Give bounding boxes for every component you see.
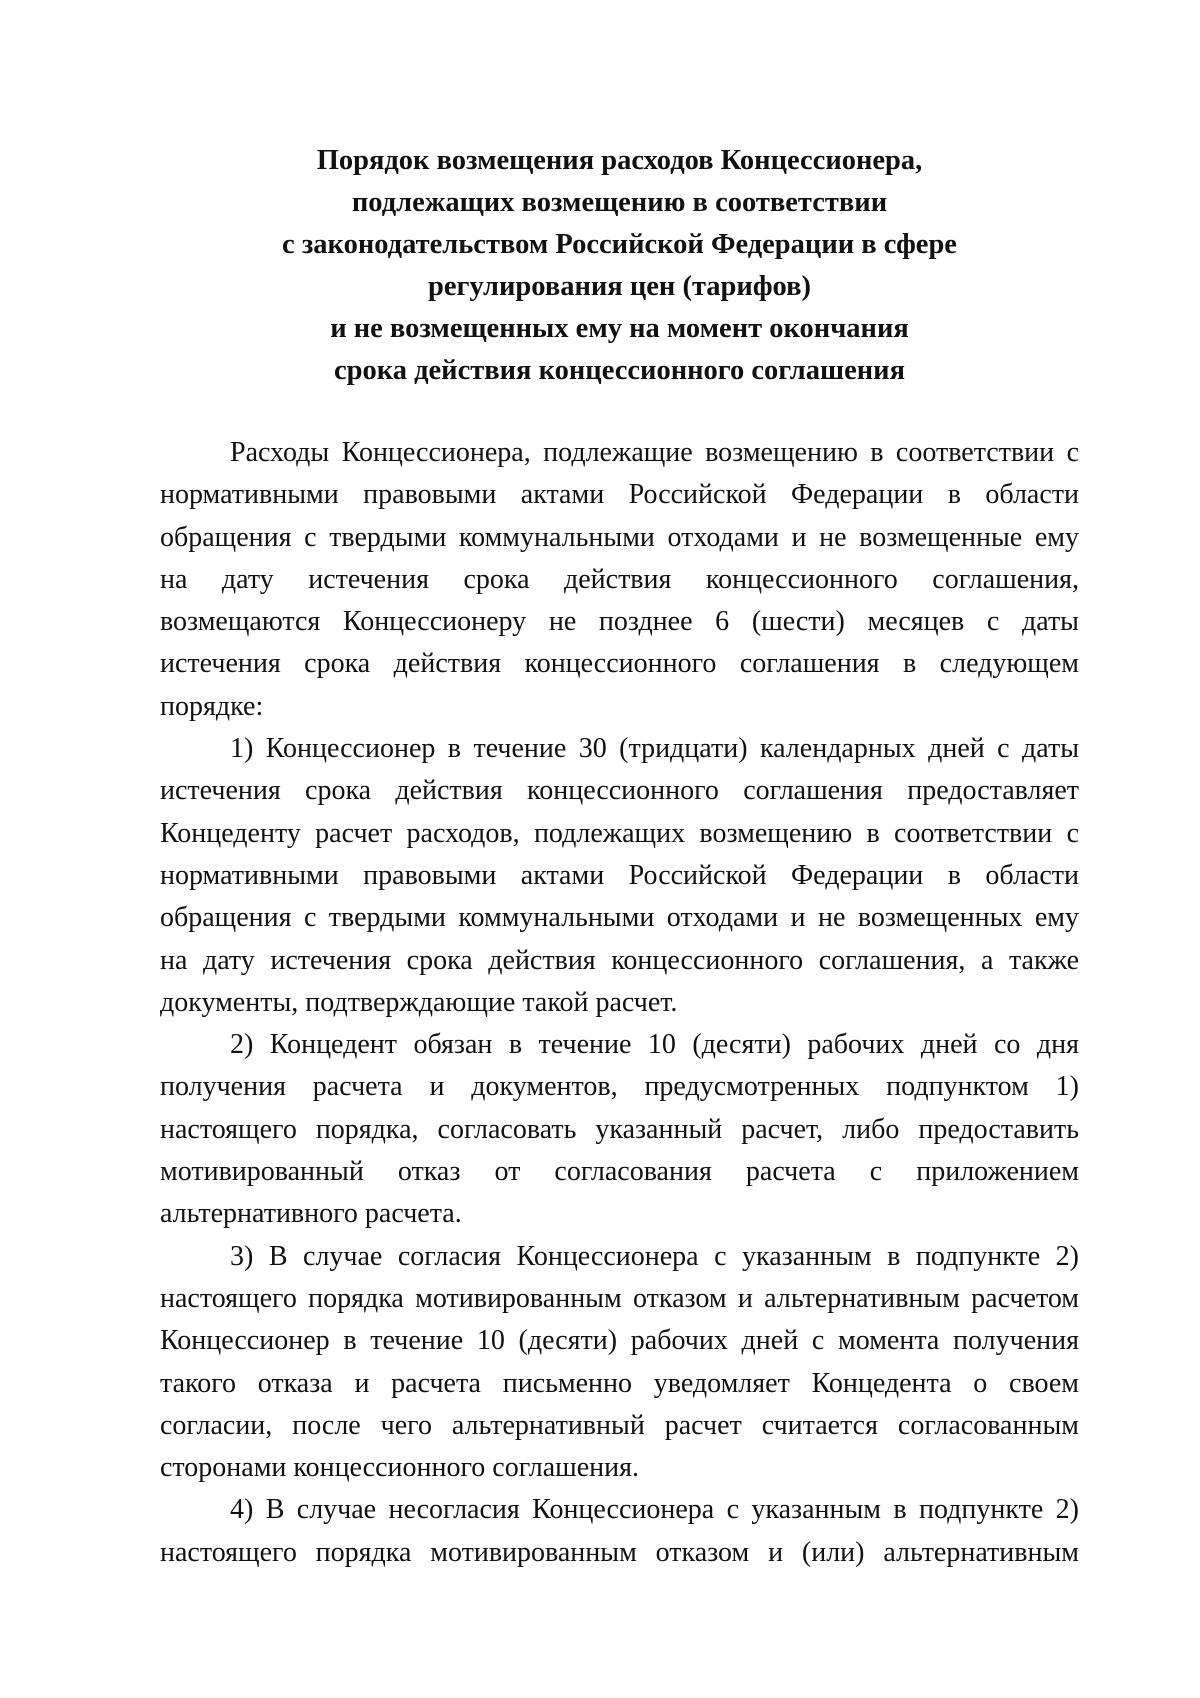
text-line: нормативными правовыми актами Российской Федерации в области xyxy=(160,479,1079,511)
text-line: порядке: xyxy=(160,690,264,722)
text-line: настоящего порядка мотивированным отказом и альтернативным расчетом xyxy=(160,1282,1079,1314)
text-line: настоящего порядка мотивированным отказом и (или) альтернативным xyxy=(160,1536,1079,1568)
text-line: 2) Концедент обязан в течение 10 (десяти) рабочих дней со дня xyxy=(230,1029,1079,1061)
text-line: Расходы Концессионера, подлежащие возмещению в соответствии с xyxy=(230,437,1079,468)
title-line: с законодательством Российской Федерации в сфере xyxy=(282,229,957,260)
text-line: истечения срока действия концессионного соглашения предоставляет xyxy=(160,775,1079,807)
text-line: 4) В случае несогласия Концессионера с указанным в подпункте 2) xyxy=(230,1494,1079,1526)
document-body xyxy=(160,432,1079,1574)
title-line: Порядок возмещения расходов Концессионера, xyxy=(316,145,923,176)
text-line: на дату истечения срока действия концессионного соглашения, xyxy=(160,563,1079,595)
text-line: истечения срока действия концессионного соглашения в следующем xyxy=(160,648,1079,680)
text-line: согласии, после чего альтернативный расчет считается согласованным xyxy=(160,1409,1079,1441)
title-line: подлежащих возмещению в соответствии xyxy=(351,187,888,218)
text-line: 1) Концессионер в течение 30 (тридцати) календарных дней с даты xyxy=(230,733,1079,765)
text-line: получения расчета и документов, предусмотренных подпунктом 1) xyxy=(160,1071,1079,1103)
text-line: Концеденту расчет расходов, подлежащих возмещению в соответствии с xyxy=(160,817,1079,849)
text-line: мотивированный отказ от согласования расчета с приложением xyxy=(160,1156,1079,1188)
clause-1-paragraph xyxy=(160,728,1079,1024)
clause-4-paragraph xyxy=(160,1489,1079,1574)
intro-paragraph xyxy=(160,432,1079,728)
text-line: сторонами концессионного соглашения. xyxy=(160,1452,640,1484)
clause-2-paragraph xyxy=(160,1024,1079,1235)
text-line: документы, подтверждающие такой расчет. xyxy=(160,986,678,1018)
title-line: и не возмещенных ему на момент окончания xyxy=(330,313,909,344)
text-line: обращения с твердыми коммунальными отходами и не возмещенных ему xyxy=(160,902,1079,934)
text-line: такого отказа и расчета письменно уведомляет Концедента о своем xyxy=(160,1367,1079,1399)
text-line: нормативными правовыми актами Российской Федерации в области xyxy=(160,859,1079,891)
document-title xyxy=(160,140,1079,392)
title-line: срока действия концессионного соглашения xyxy=(333,355,906,386)
text-line: настоящего порядка, согласовать указанный расчет, либо предоставить xyxy=(160,1113,1079,1145)
text-line: 3) В случае согласия Концессионера с указанным в подпункте 2) xyxy=(230,1240,1079,1272)
title-line: регулирования цен (тарифов) xyxy=(428,271,811,302)
document-page xyxy=(160,140,1079,1574)
text-line: на дату истечения срока действия концессионного соглашения, а также xyxy=(160,944,1079,976)
text-line: обращения с твердыми коммунальными отходами и не возмещенные ему xyxy=(160,521,1079,553)
clause-3-paragraph xyxy=(160,1236,1079,1490)
text-line: альтернативного расчета. xyxy=(160,1198,462,1230)
text-line: возмещаются Концессионеру не позднее 6 (шести) месяцев с даты xyxy=(160,606,1079,638)
text-line: Концессионер в течение 10 (десяти) рабочих дней с момента получения xyxy=(160,1325,1079,1357)
